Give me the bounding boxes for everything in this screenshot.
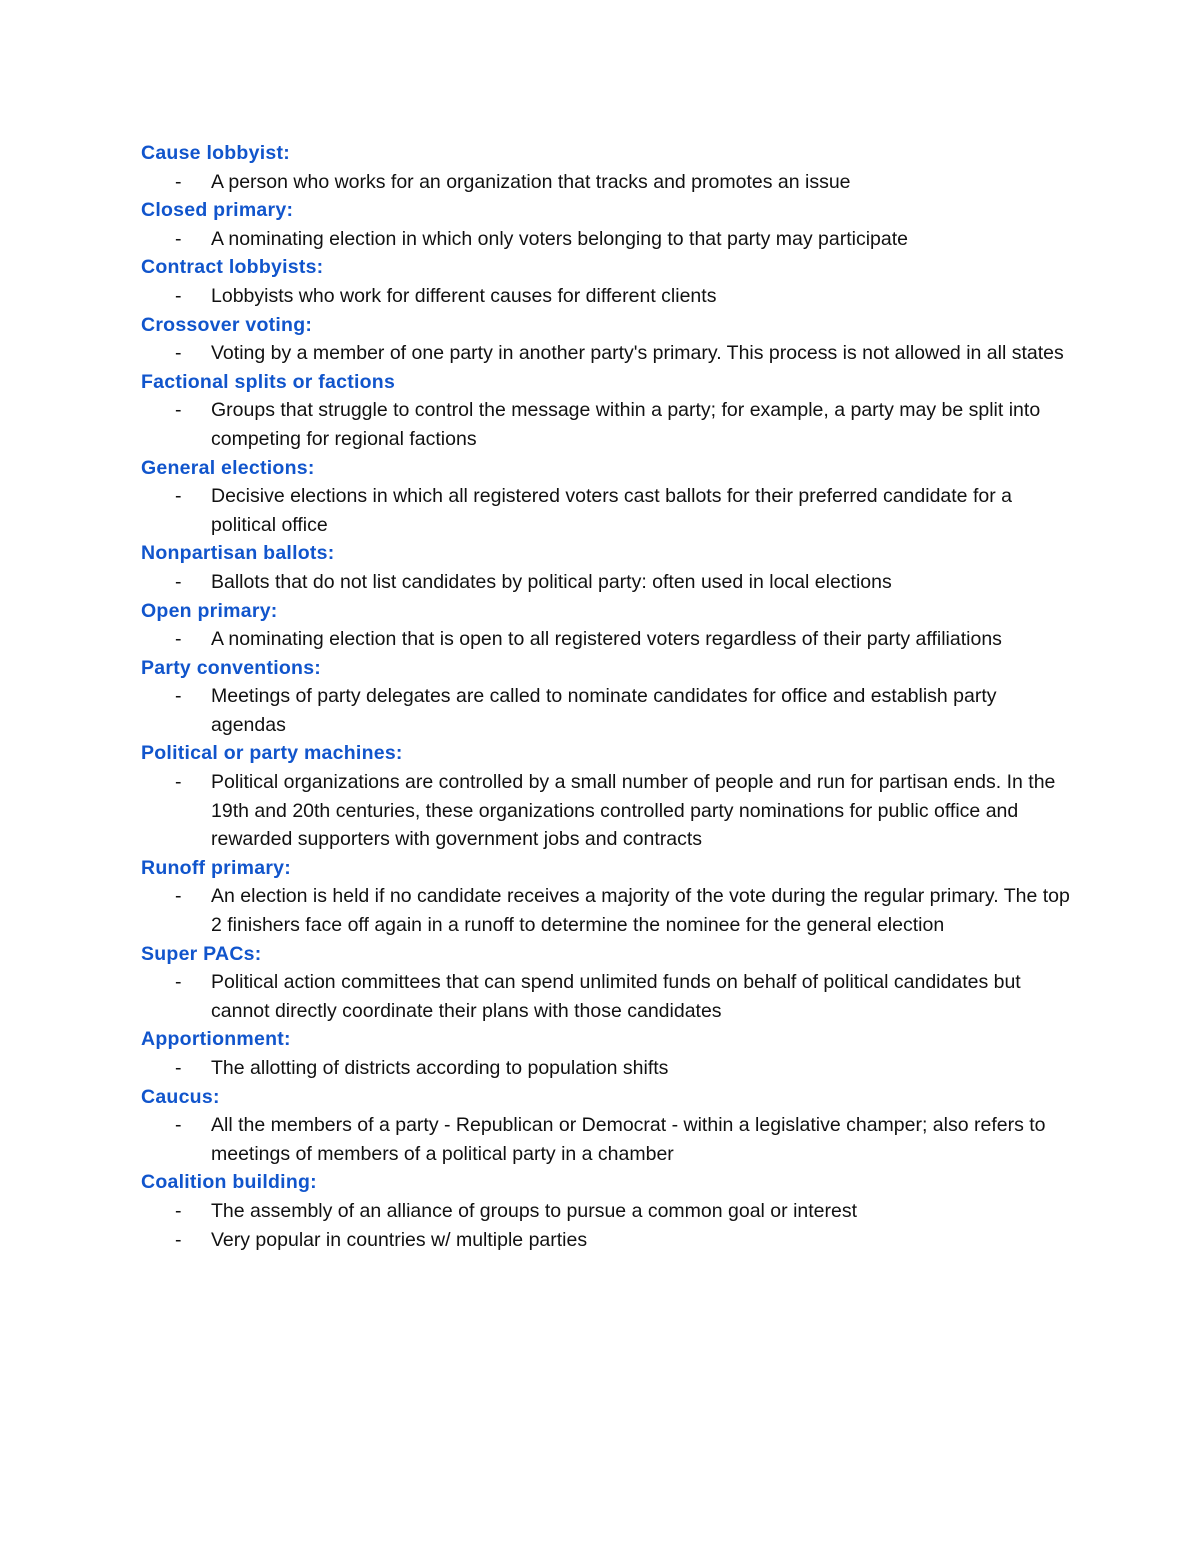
glossary-term: General elections: [141,456,315,479]
dash-bullet-icon: - [175,885,182,908]
definition-list [141,168,1071,197]
dash-bullet-icon: - [175,227,182,250]
glossary-term: Nonpartisan ballots: [141,542,335,565]
definition-text: The allotting of districts according to population shifts [211,1057,669,1079]
definition-item [141,625,1071,654]
glossary-term: Political or party machines: [141,742,403,765]
definition-item [141,968,1071,1025]
definition-list [141,768,1071,854]
definition-text: Political action committees that can spend unlimited funds on behalf of political candidates but cannot directly coordinate their plans with those candidates [211,971,1021,1022]
glossary-entry-open-primary [141,597,1071,654]
glossary-document [141,139,1071,1254]
glossary-entry-runoff-primary [141,854,1071,940]
glossary-entry-crossover-voting [141,311,1071,368]
definition-text: The assembly of an alliance of groups to pursue a common goal or interest [211,1199,858,1222]
definition-text: Ballots that do not list candidates by political party: often used in local elections [211,570,892,593]
definition-text: Very popular in countries w/ multiple parties [211,1228,588,1251]
glossary-entry-contract-lobbyists [141,253,1071,310]
glossary-entry-cause-lobbyist [141,139,1071,196]
glossary-entry-political-or-party-machines [141,739,1071,853]
dash-bullet-icon: - [175,170,182,193]
definition-text: A person who works for an organization that tracks and promotes an issue [211,170,851,193]
glossary-term: Closed primary: [141,199,294,222]
definition-text: Voting by a member of one party in another party's primary. This process is not allowed in all states [211,342,1064,365]
dash-bullet-icon: - [175,1199,182,1222]
dash-bullet-icon: - [175,1114,182,1137]
definition-item [141,768,1071,854]
definition-list [141,1111,1071,1168]
definition-item [141,225,1071,254]
glossary-term: Caucus: [141,1085,220,1108]
definition-text: A nominating election in which only voters belonging to that party may participate [211,227,908,250]
definition-item [141,568,1071,597]
definition-text: Meetings of party delegates are called to nominate candidates for office and establish party agendas [211,685,997,736]
dash-bullet-icon: - [175,284,182,307]
dash-bullet-icon: - [175,342,182,365]
definition-list [141,282,1071,311]
glossary-term: Factional splits or factions [141,370,396,393]
glossary-term: Coalition building: [141,1171,317,1194]
glossary-entry-party-conventions [141,654,1071,740]
glossary-entry-coalition-building [141,1168,1071,1254]
definition-text: A nominating election that is open to all registered voters regardless of their party affiliations [211,628,1002,651]
glossary-entry-nonpartisan-ballots [141,539,1071,596]
dash-bullet-icon: - [175,771,182,794]
definition-item [141,1226,1071,1255]
dash-bullet-icon: - [175,1228,182,1251]
definition-item [141,1054,1071,1083]
glossary-term: Contract lobbyists: [141,256,324,279]
glossary-term: Super PACs: [141,942,262,965]
dash-bullet-icon: - [175,485,182,508]
glossary-entry-factional-splits-or-factions [141,368,1071,454]
definition-list [141,1197,1071,1254]
definition-item [141,482,1071,539]
definition-item [141,168,1071,197]
glossary-term: Runoff primary: [141,856,291,879]
glossary-entry-caucus [141,1083,1071,1169]
dash-bullet-icon: - [175,685,182,708]
definition-list [141,568,1071,597]
definition-list [141,968,1071,1025]
definition-text: All the members of a party - Republican or Democrat - within a legislative champer; also refers to meetings of members of a political party in a chamber [211,1114,1046,1165]
definition-list [141,482,1071,539]
definition-text: An election is held if no candidate receives a majority of the vote during the regular primary. The top 2 finishers face off again in a runoff to determine the nominee for the general election [211,885,1070,937]
definition-item [141,1111,1071,1168]
dash-bullet-icon: - [175,570,182,593]
definition-list [141,625,1071,654]
dash-bullet-icon: - [175,628,182,651]
glossary-term: Crossover voting: [141,313,313,336]
definition-text: Political organizations are controlled by a small number of people and run for partisan ends. In the 19th and 20th centuries, these organizations controlled party nominations for public office and rewarded supporters with government jobs and contracts [211,771,1056,851]
definition-item [141,282,1071,311]
definition-text: Decisive elections in which all registered voters cast ballots for their preferred candidate for a political office [211,485,1012,536]
glossary-term: Open primary: [141,599,278,622]
definition-item [141,1197,1071,1226]
definition-list [141,1054,1071,1083]
dash-bullet-icon: - [175,971,182,994]
definition-item [141,682,1071,739]
definition-item [141,396,1071,453]
glossary-term: Apportionment: [141,1028,291,1051]
definition-list [141,225,1071,254]
definition-text: Lobbyists who work for different causes for different clients [211,284,717,307]
glossary-entry-super-pacs [141,940,1071,1026]
definition-list [141,882,1071,939]
definition-item [141,339,1071,368]
definition-item [141,882,1071,939]
definition-text: Groups that struggle to control the message within a party; for example, a party may be split into competing for regional factions [211,399,1041,450]
glossary-entry-closed-primary [141,196,1071,253]
glossary-entry-general-elections [141,454,1071,540]
definition-list [141,339,1071,368]
dash-bullet-icon: - [175,399,182,422]
definition-list [141,682,1071,739]
dash-bullet-icon: - [175,1057,182,1079]
glossary-term: Cause lobbyist: [141,142,290,164]
definition-list [141,396,1071,453]
glossary-entry-apportionment [141,1025,1071,1082]
glossary-term: Party conventions: [141,656,322,679]
